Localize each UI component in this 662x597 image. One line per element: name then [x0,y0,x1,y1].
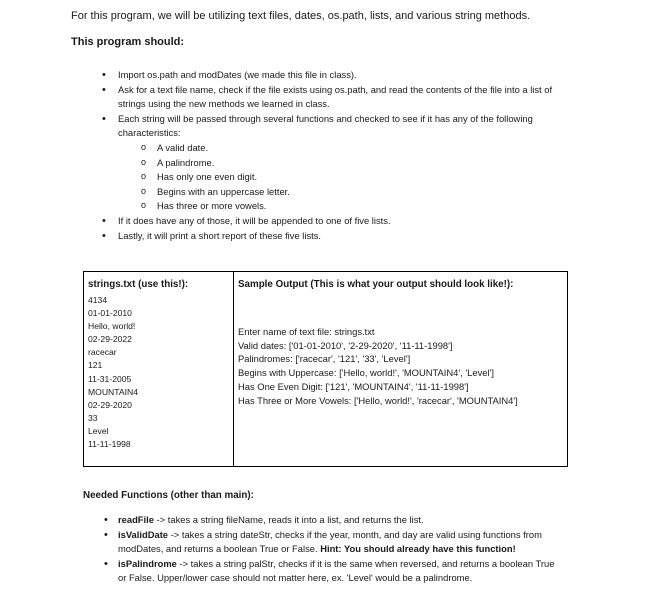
strings-line: 4134 [88,295,108,305]
output-line: Valid dates: ['01-01-2010', '2-29-2020', '11-11-1998'] [238,339,453,351]
strings-line: racecar [88,347,117,358]
requirements-heading: This program should: [71,36,185,48]
function-item [104,513,564,528]
function-name: readFile [118,514,154,525]
requirement-item [102,112,564,214]
strings-line: 11-31-2005 [88,373,132,384]
files-table [83,271,568,467]
strings-line: 02-29-2022 [88,334,132,345]
output-line: Palindromes: ['racecar', '121', '33', 'Level'] [238,353,411,365]
strings-line: 11-11-1998 [88,439,131,450]
requirement-item: • Lastly, it will print a short report of these five lists. [102,229,564,244]
requirement-text: Each string will be passed through several functions and checked to see if it has any of the following characteristics: [118,112,533,139]
intro-text: For this program, we will be utilizing text files, dates, os.path, lists, and various string methods. [71,10,531,22]
strings-line: Level [88,425,109,436]
characteristic-item: o Has three or more vowels. [118,199,564,214]
function-item [104,528,564,557]
strings-line: 33 [88,412,98,423]
function-item [104,557,564,586]
characteristic-item: o Has only one even digit. [118,170,564,185]
functions-heading: Needed Functions (other than main): [83,490,254,501]
strings-line: 01-01-2010 [88,308,132,319]
function-hint: Hint: You should already have this function! [320,543,516,555]
characteristic-item: o A valid date. [118,141,564,156]
output-line: Enter name of text file: strings.txt [238,326,375,337]
strings-file-header: strings.txt (use this!): [88,279,189,290]
function-name: isValidDate [118,528,169,540]
requirement-item: • Ask for a text file name, check if the file exists using os.path, and read the contents of the file into a list of strings using the new methods we learned in class. [102,83,564,112]
function-desc: -> takes a string fileName, reads it into a list, and returns the list. [153,514,424,525]
output-line: Has Three or More Vowels: ['Hello, world!', 'racecar', 'MOUNTAIN4'] [238,394,518,406]
requirement-item: • If it does have any of those, it will be appended to one of five lists. [102,214,564,229]
strings-line: 121 [88,360,103,371]
characteristic-item: o A palindrome. [118,156,564,171]
output-line: Has One Even Digit: ['121', 'MOUNTAIN4', '11-11-1998'] [238,380,469,392]
strings-line: MOUNTAIN4 [88,386,138,397]
strings-file-cell [84,272,234,467]
output-line: Begins with Uppercase: ['Hello, world!', 'MOUNTAIN4', 'Level'] [238,367,494,379]
requirement-item: • Import os.path and modDates (we made this file in class). [102,68,564,83]
function-name: isPalindrome [118,557,177,569]
characteristics-list [118,141,564,214]
strings-line: Hello, world! [88,321,136,332]
function-desc: -> takes a string dateStr, checks if the year, month, and day are valid using functions from modDates, and returns a boolean True or False. [118,528,542,555]
characteristic-item: o Begins with an uppercase letter. [118,185,564,200]
sample-output-header: Sample Output (This is what your output should look like!): [238,279,514,290]
function-desc: -> takes a string palStr, checks if it is the same when reversed, and returns a boolean True or False. Upper/lower case should not matter here, ex. 'Level' would be a palindrome. [118,557,555,584]
sample-output-lines [234,290,567,407]
functions-list [104,513,564,586]
sample-output-cell [234,272,568,467]
strings-line: 02-29-2020 [88,399,132,410]
strings-file-lines [84,290,233,451]
requirements-list [102,68,564,243]
